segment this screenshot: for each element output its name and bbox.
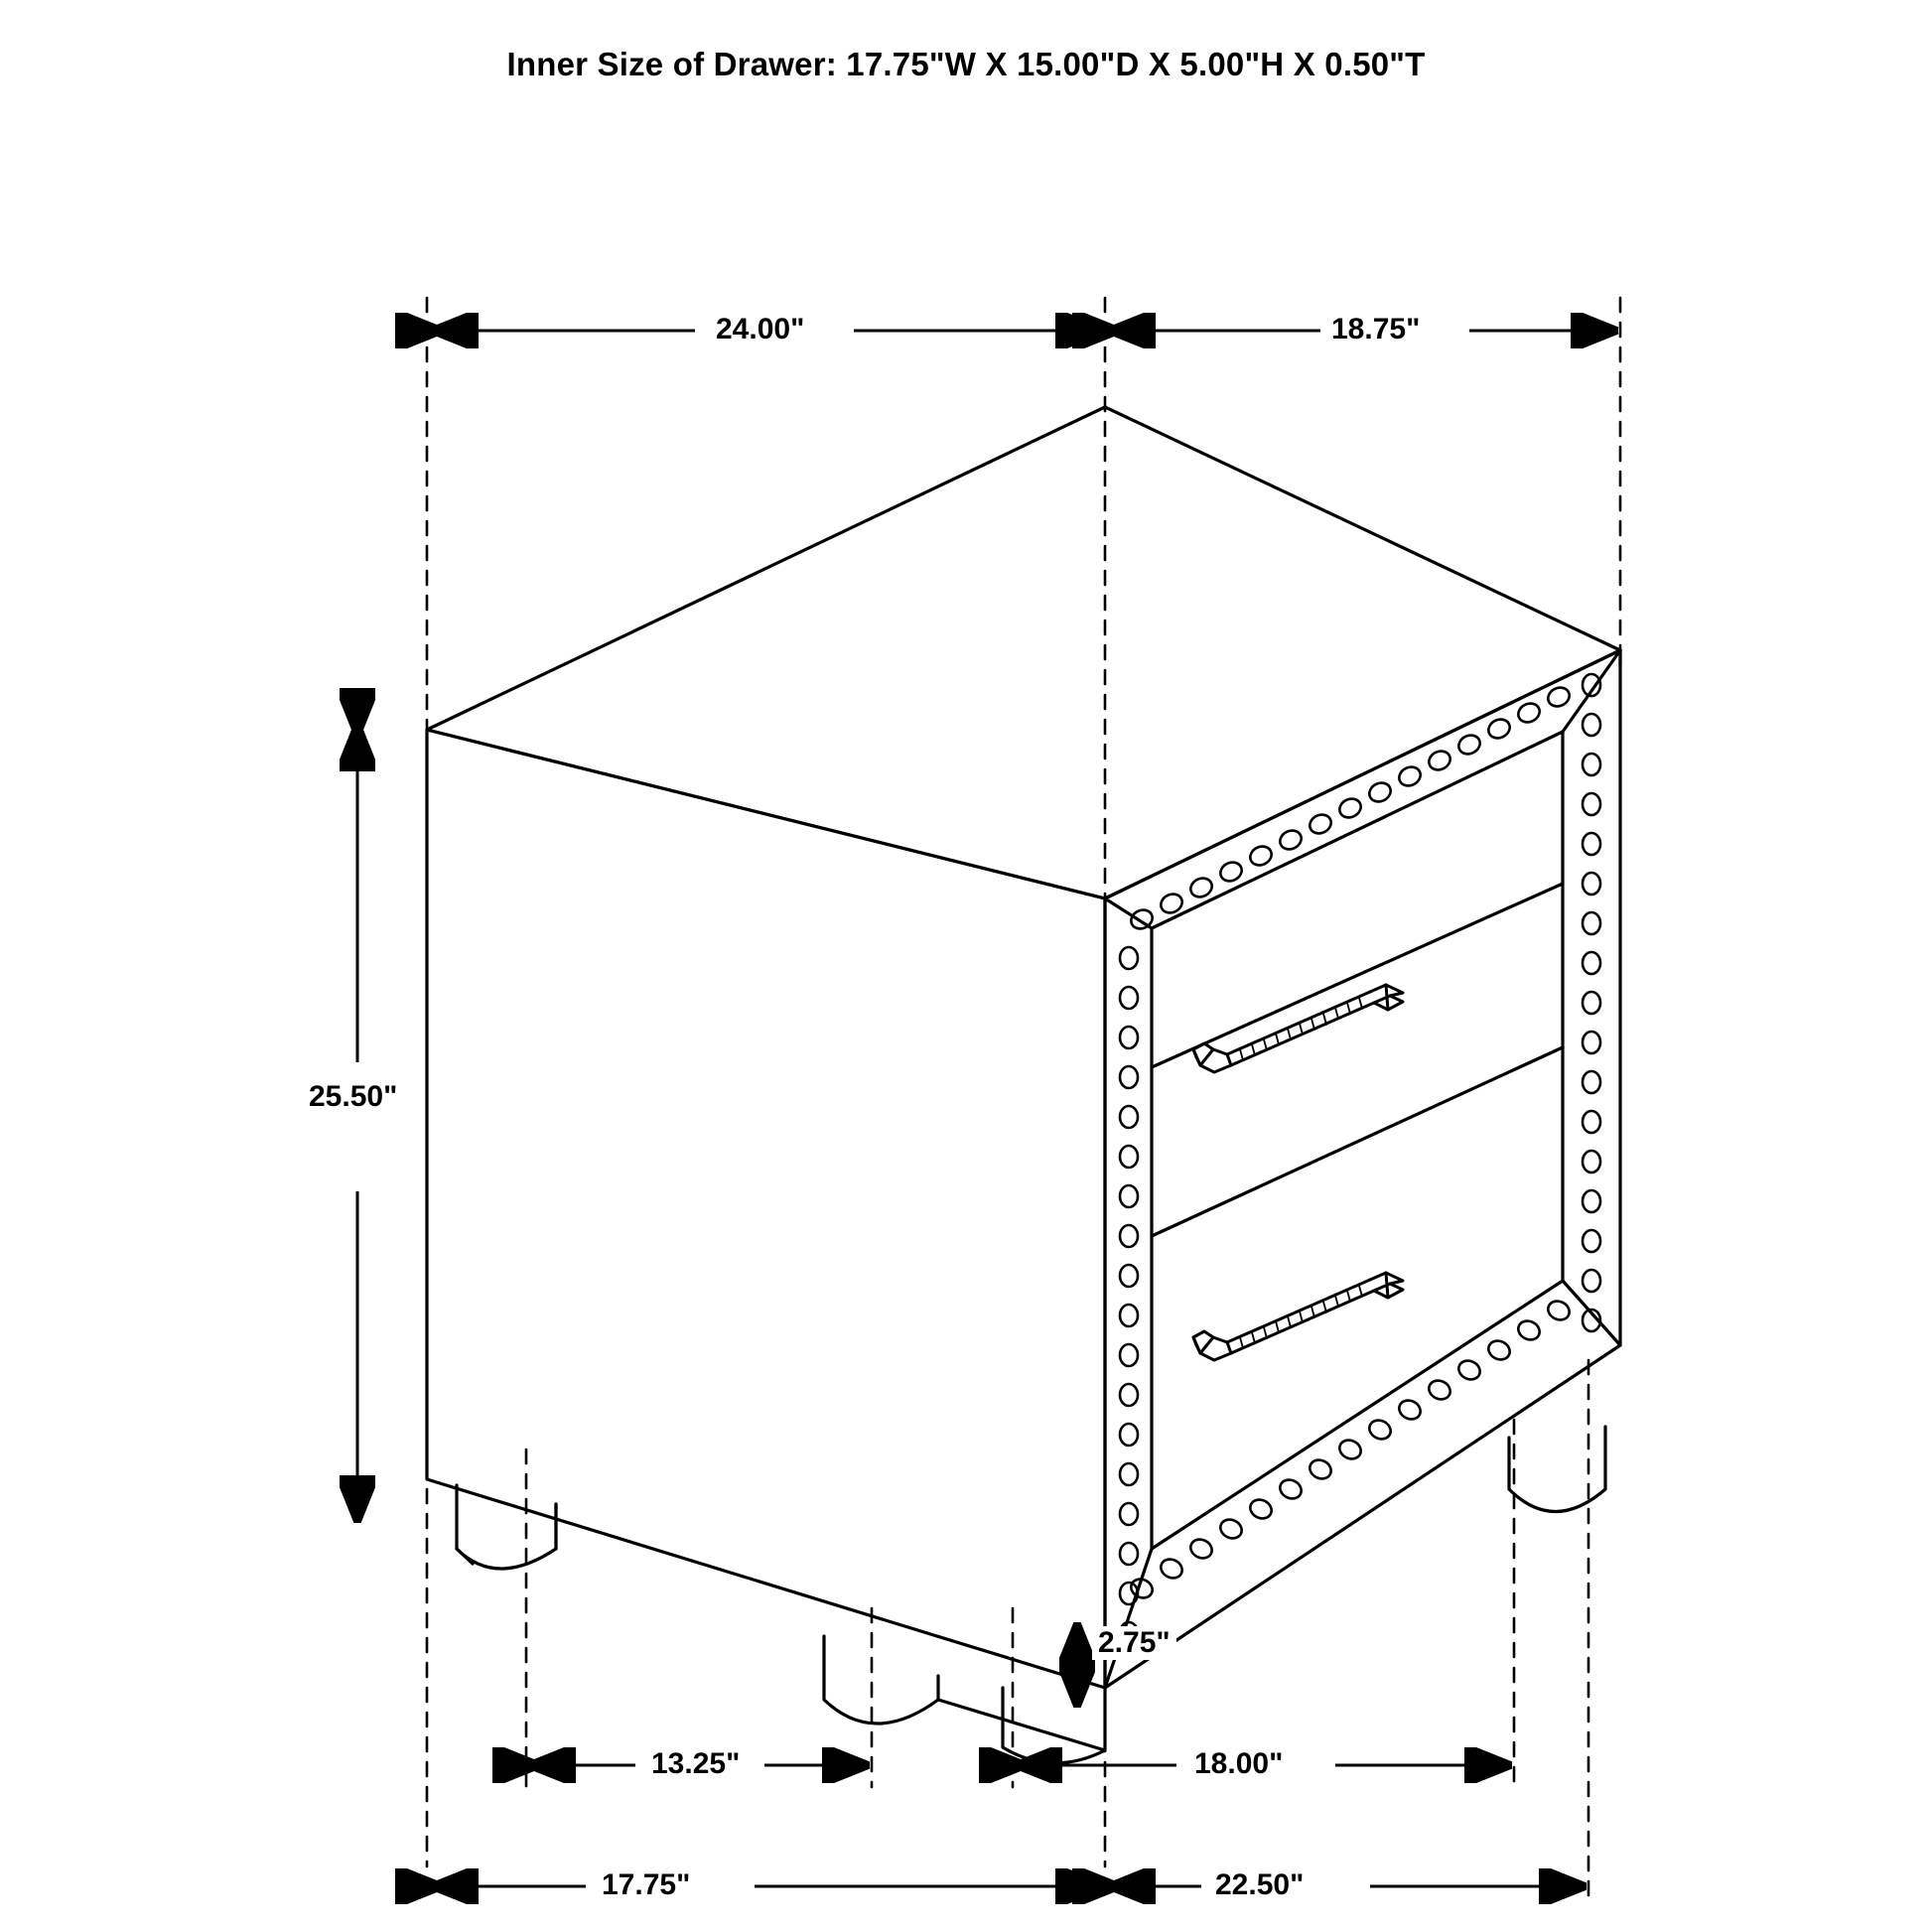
dim-label-top-width: 24.00" [710,313,810,346]
dim-label-bottom-right: 22.50" [1209,1868,1310,1902]
cabinet-body [427,407,1620,1688]
dim-label-lower-left: 13.25" [645,1747,746,1781]
nailhead-studs-top [1128,684,1573,932]
nailhead-studs-right [1583,674,1600,1331]
nailhead-studs-left [1120,947,1138,1644]
dimension-arrows [357,331,1612,1886]
drawer-divider [1152,884,1563,1236]
drawer-handle-lower [1193,1273,1403,1360]
dim-label-overall-height: 25.50" [303,1080,403,1114]
page-title: Inner Size of Drawer: 17.75"W X 15.00"D X 5.00"H X 0.50"T [506,46,1426,82]
drawer-handle-upper [1193,985,1403,1072]
dim-label-top-depth: 18.75" [1325,313,1426,346]
dim-label-bottom-left: 17.75" [596,1868,696,1902]
legs [457,1427,1605,1763]
dim-label-lower-right: 18.00" [1188,1747,1289,1781]
nailhead-trim-frame [1105,650,1620,1688]
dim-label-leg-height: 2.75" [1092,1626,1176,1660]
